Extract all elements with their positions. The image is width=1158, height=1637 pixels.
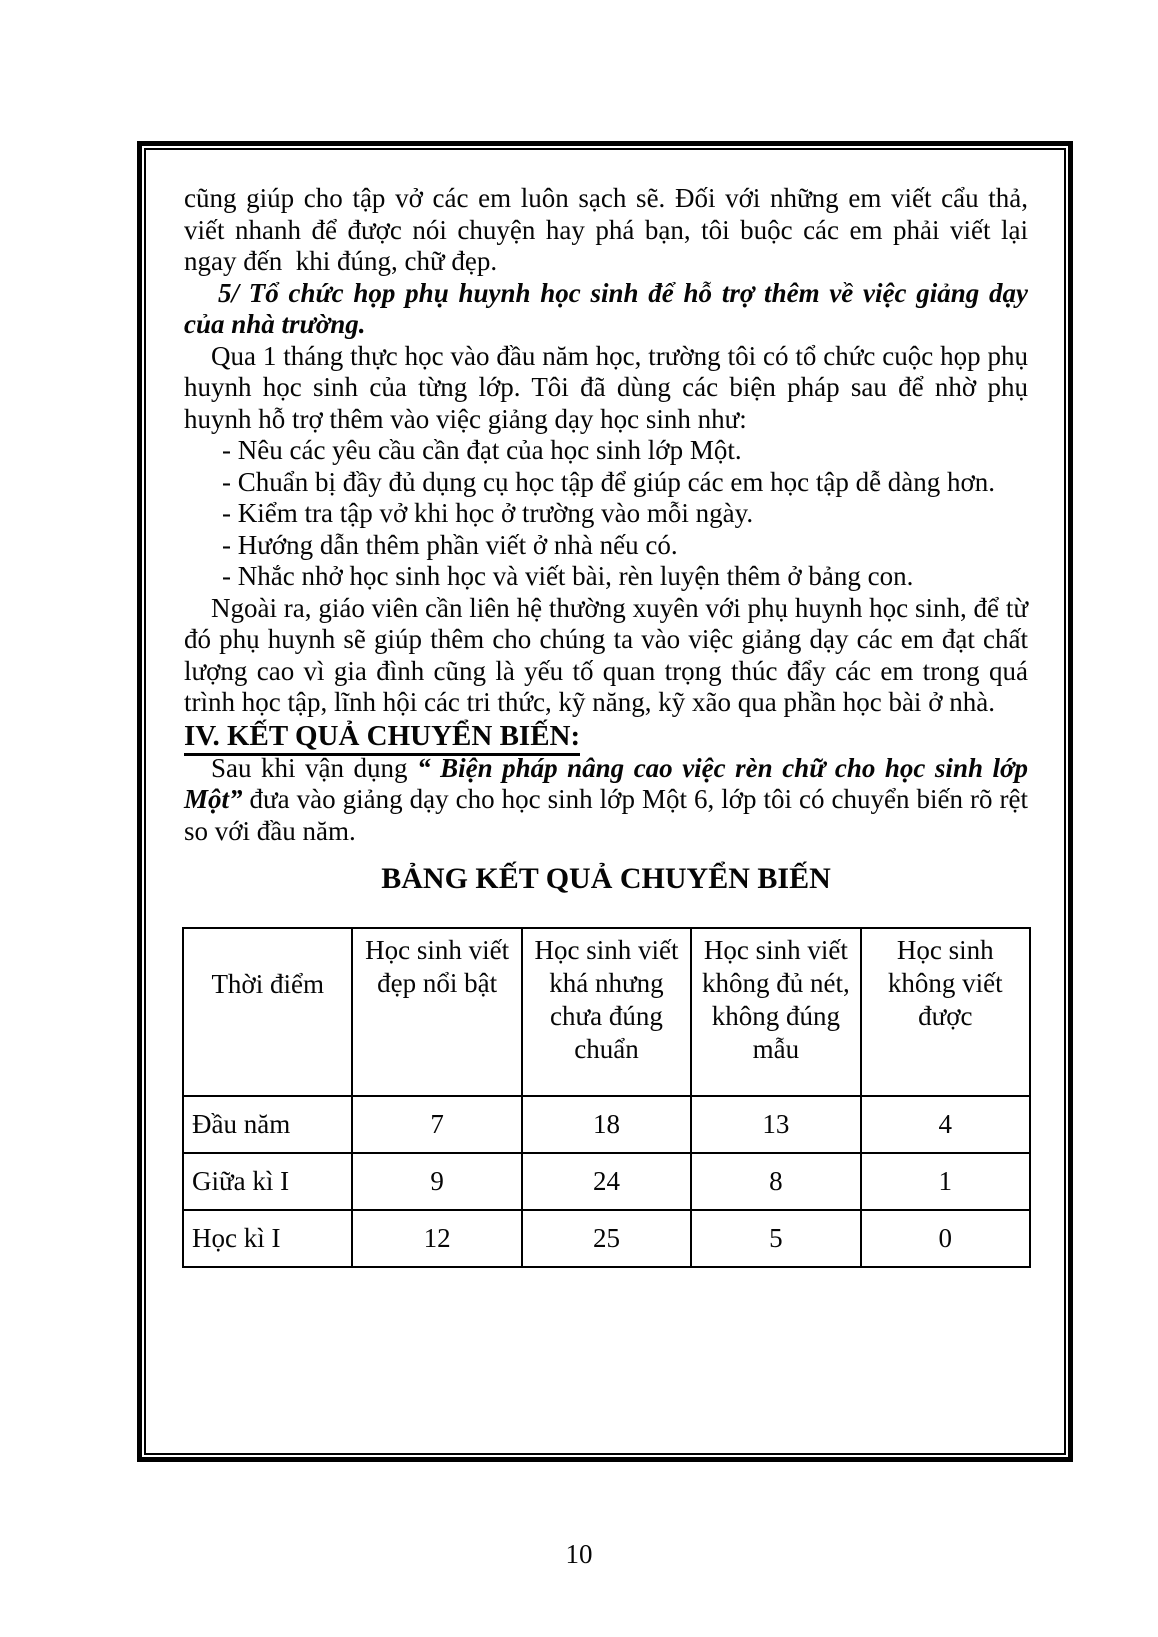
cell-value: 18 (522, 1096, 691, 1153)
results-table (182, 927, 1031, 1268)
cell-value: 13 (691, 1096, 860, 1153)
column-header-beautiful-writing: Học sinh viết đẹp nổi bật (352, 928, 521, 1096)
results-table-body (183, 1096, 1030, 1267)
cell-value: 12 (352, 1210, 521, 1267)
heading-method-5: 5/ Tổ chức họp phụ huynh học sinh để hỗ trợ thêm về việc giảng dạy của nhà trường. (184, 277, 1028, 339)
cell-value: 7 (352, 1096, 521, 1153)
paragraph-parent-meeting: Qua 1 tháng thực học vào đầu năm học, trường tôi có tổ chức cuộc họp phụ huynh học sinh của từng lớp. Tôi đã dùng các biện pháp sau để nhờ phụ huynh hỗ trợ thêm vào việc giảng dạy học sinh như: (184, 340, 1028, 434)
cell-value: 24 (522, 1153, 691, 1210)
paragraph-continuation: cũng giúp cho tập vở các em luôn sạch sẽ. Đối với những em viết cẩu thả, viết nhanh để được nói chuyện hay phá bạn, tôi buộc các em phải viết lại ngay đến khi đúng, chữ đẹp. (184, 183, 1028, 276)
cell-value: 25 (522, 1210, 691, 1267)
results-table-head (183, 928, 1030, 1096)
bullet-item: - Chuẩn bị đầy đủ dụng cụ học tập để giúp các em học tập dễ dàng hơn. (222, 466, 996, 497)
section-heading-results (184, 719, 1028, 753)
cell-value: 5 (691, 1210, 860, 1267)
page-border-frame (137, 141, 1073, 1462)
bullet-item: - Nêu các yêu cầu cần đạt của học sinh lớp Một. (222, 435, 742, 465)
page-content (146, 150, 1064, 1453)
cell-value: 1 (861, 1153, 1030, 1210)
results-method-title: “ Biện pháp nâng cao việc rèn chữ cho học sinh lớp Một” (184, 752, 1028, 814)
cell-value: 0 (861, 1210, 1030, 1267)
cell-value: 4 (861, 1096, 1030, 1153)
page-number: 10 (565, 1539, 593, 1569)
results-table-title: BẢNG KẾT QUẢ CHUYỂN BIẾN (381, 862, 831, 895)
results-text-suffix: đưa vào giảng dạy cho học sinh lớp Một 6, lớp tôi có chuyển biến rõ rệt so với đầu năm. (184, 784, 1028, 846)
paragraph-results-summary (184, 753, 1028, 848)
table-row (183, 1210, 1030, 1267)
column-header-fair-writing: Học sinh viết khá nhưng chưa đúng chuẩn (522, 928, 691, 1096)
column-header-cannot-write: Học sinh không viết được (861, 928, 1030, 1096)
bullet-item: - Kiểm tra tập vở khi học ở trường vào mỗi ngày. (222, 498, 754, 528)
page-border-inner-line (144, 148, 1066, 1455)
bullet-item: - Hướng dẫn thêm phần viết ở nhà nếu có. (222, 529, 678, 560)
table-row (183, 1153, 1030, 1210)
results-text-prefix: Sau khi vận dụng (211, 752, 418, 783)
bullet-item: - Nhắc nhở học sinh học và viết bài, rèn luyện thêm ở bảng con. (222, 561, 914, 591)
cell-value: 9 (352, 1153, 521, 1210)
column-header-time: Thời điểm (183, 928, 352, 1096)
column-header-incomplete-strokes: Học sinh viết không đủ nét, không đúng mẫu (691, 928, 860, 1096)
section-heading-text: IV. KẾT QUẢ CHUYỂN BIẾN: (184, 720, 580, 756)
bullet-list (184, 435, 1028, 593)
cell-value: 8 (691, 1153, 860, 1210)
row-label: Giữa kì I (183, 1153, 352, 1210)
paragraph-parent-contact: Ngoài ra, giáo viên cần liên hệ thường xuyên với phụ huynh học sinh, để từ đó phụ huynh sẽ giúp thêm cho chúng ta vào việc giảng dạy các em đạt chất lượng cao vì gia đình cũng là yếu tố quan trọng thúc đẩy các em trong quá trình học tập, lĩnh hội các tri thức, kỹ năng, kỹ xão qua phần học bài ở nhà. (184, 592, 1028, 717)
row-label: Đầu năm (183, 1096, 352, 1153)
table-row (183, 1096, 1030, 1153)
table-header-row (183, 928, 1030, 1096)
row-label: Học kì I (183, 1210, 352, 1267)
